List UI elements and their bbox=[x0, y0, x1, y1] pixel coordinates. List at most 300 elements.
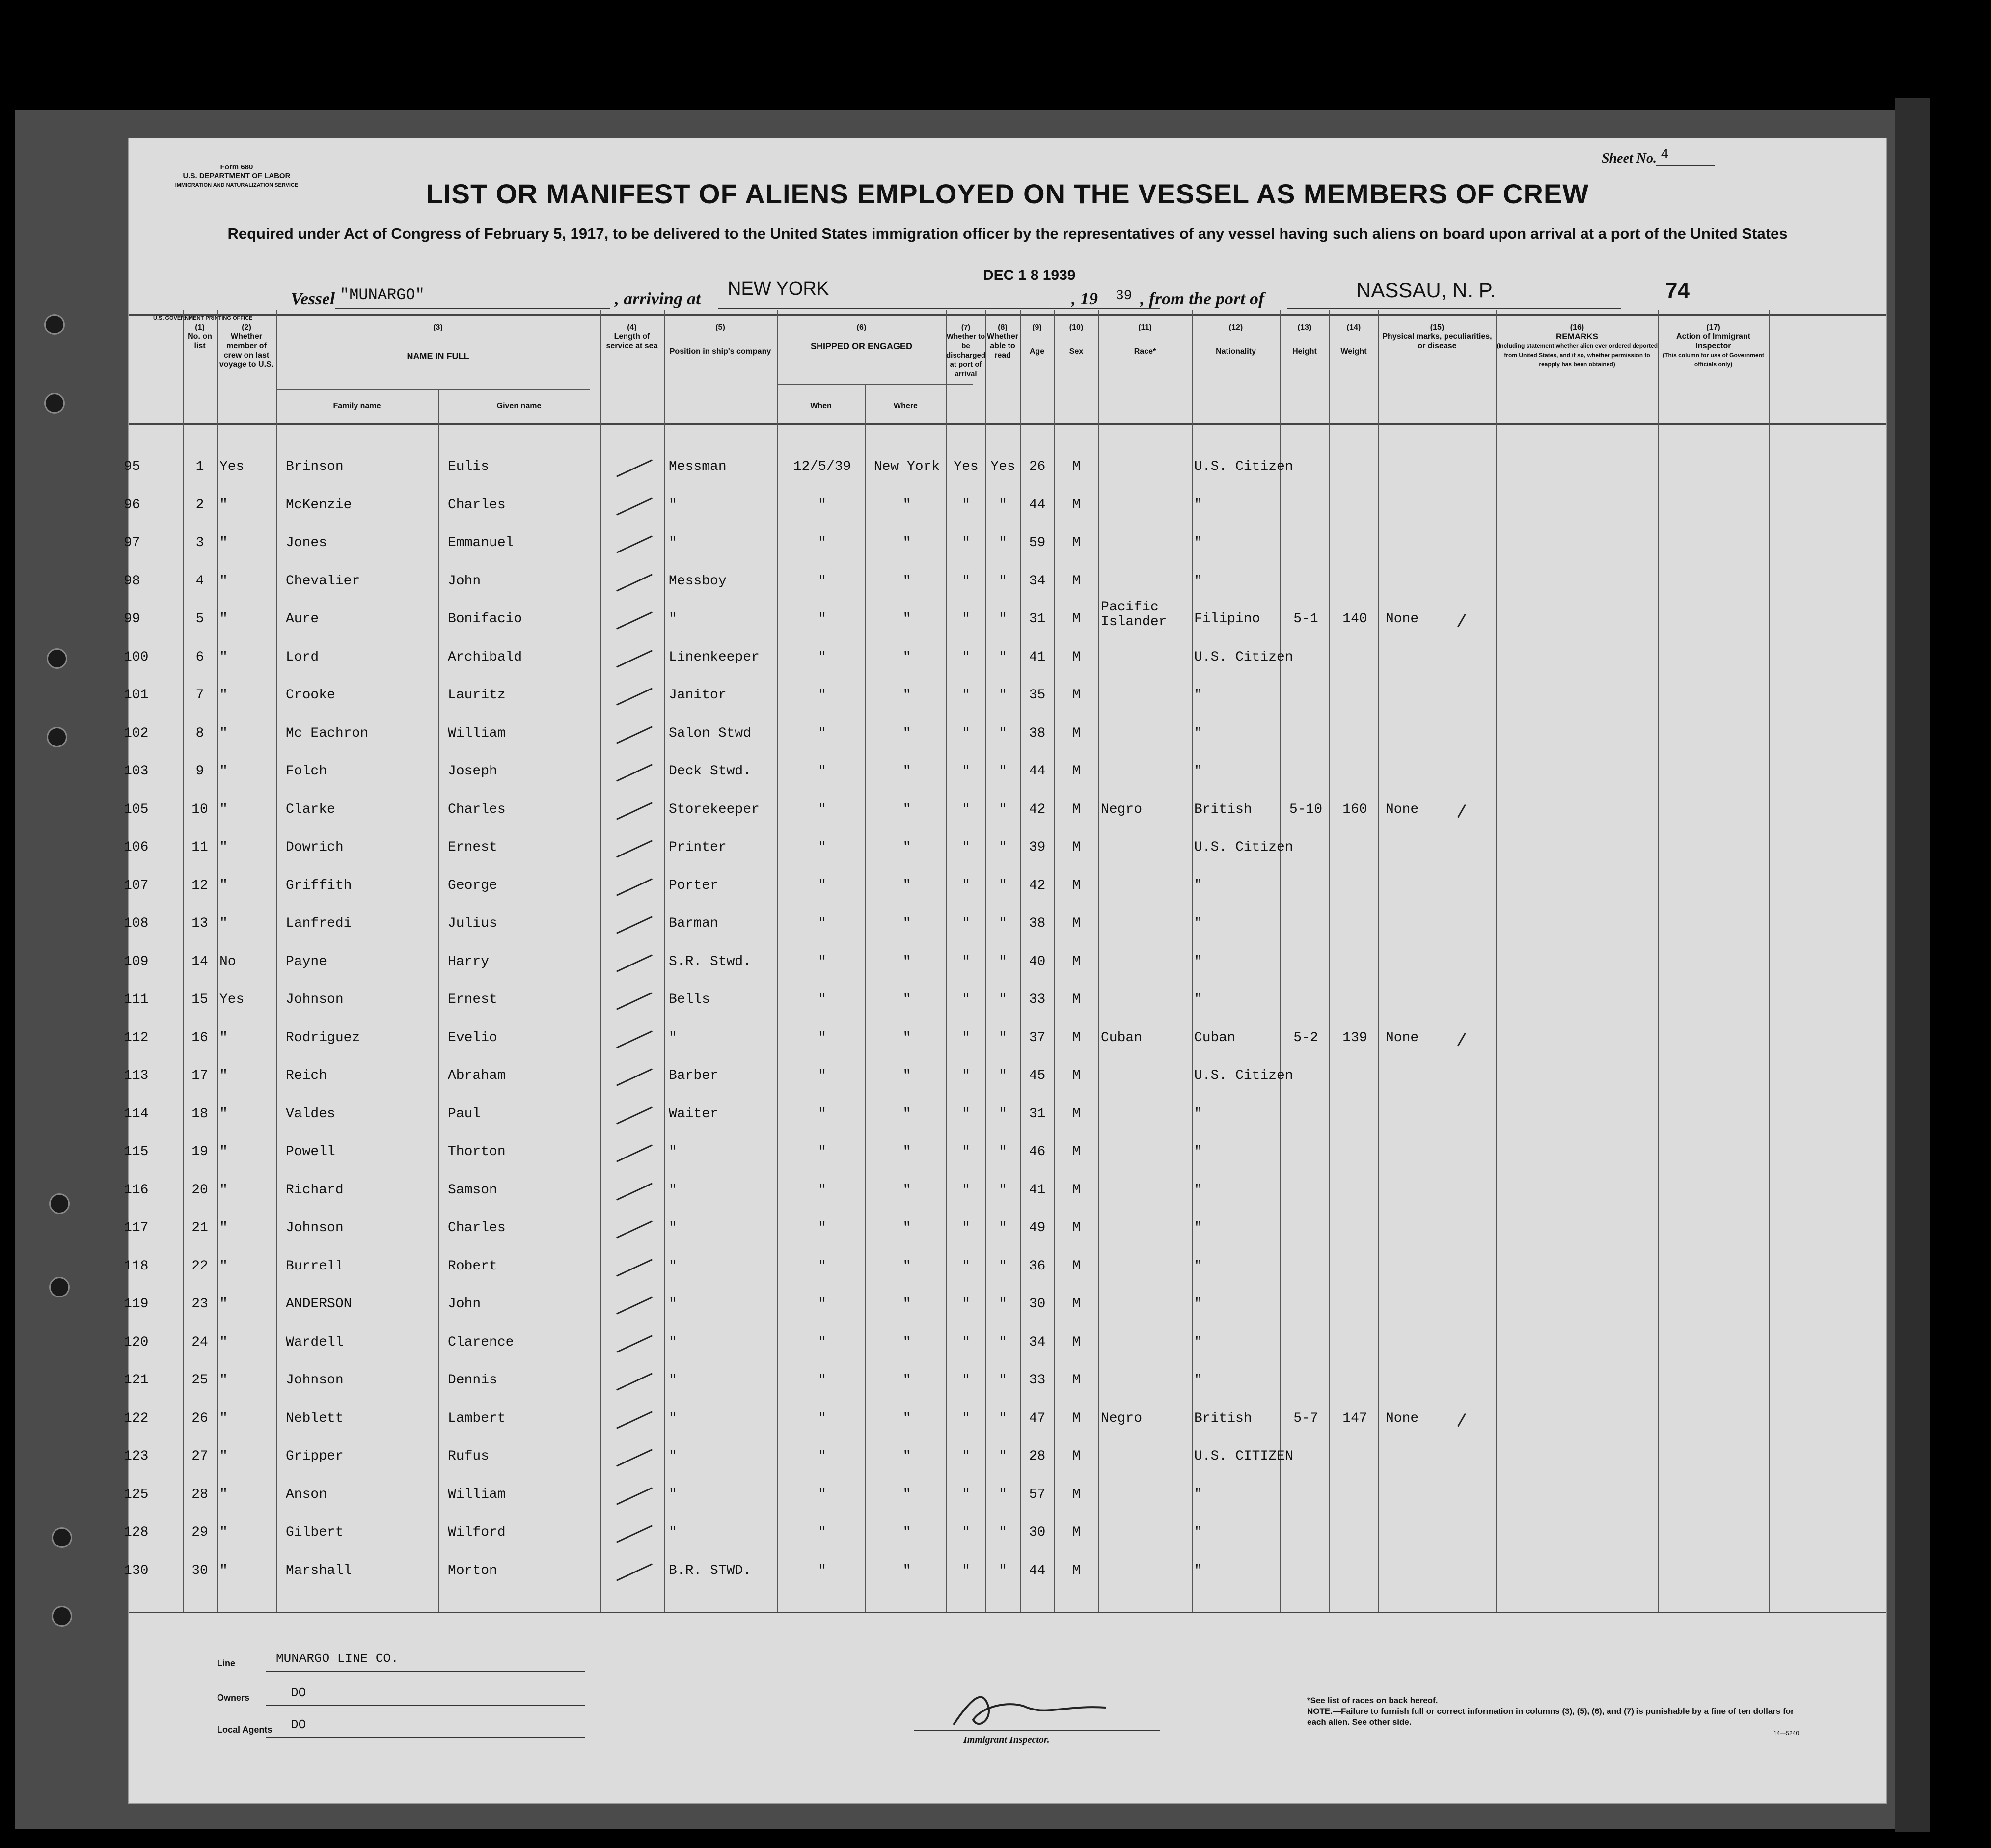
row-list-number: 1 bbox=[195, 459, 204, 474]
row-shipped-when: " bbox=[818, 992, 826, 1007]
row-position: S.R. Stwd. bbox=[669, 954, 752, 969]
row-shipped-when: " bbox=[818, 916, 826, 931]
row-family-name: Johnson bbox=[286, 1220, 344, 1236]
row-given-name: Joseph bbox=[448, 764, 497, 779]
row-list-number: 30 bbox=[191, 1563, 208, 1578]
page-stamp-number: 74 bbox=[1665, 278, 1690, 303]
row-serial-number: 114 bbox=[124, 1106, 149, 1122]
row-age: 34 bbox=[1029, 1334, 1046, 1350]
row-height: 5-2 bbox=[1293, 1030, 1318, 1046]
row-sex: M bbox=[1072, 801, 1081, 817]
row-shipped-when: " bbox=[818, 649, 826, 665]
local-agents-label: Local Agents bbox=[217, 1725, 273, 1735]
col-line bbox=[1658, 310, 1659, 1612]
row-shipped-where: " bbox=[902, 1258, 911, 1274]
row-shipped-when: " bbox=[818, 1296, 826, 1312]
row-list-number: 27 bbox=[191, 1449, 208, 1464]
row-nationality: " bbox=[1194, 1220, 1202, 1236]
col-header-17: (17) Action of Immigrant Inspector (This column for use of Government officials only) bbox=[1663, 323, 1764, 368]
col-header-5: (5) Position in ship's company bbox=[669, 323, 771, 356]
row-race: Pacific Islander bbox=[1101, 600, 1167, 630]
row-position: Janitor bbox=[669, 688, 727, 703]
row-serial-number: 99 bbox=[124, 611, 140, 627]
row-list-number: 19 bbox=[191, 1144, 208, 1159]
row-able-to-read: " bbox=[999, 992, 1007, 1007]
row-list-number: 24 bbox=[191, 1334, 208, 1350]
local-agents-value: DO bbox=[291, 1717, 306, 1732]
row-position: Salon Stwd bbox=[669, 725, 752, 741]
row-shipped-when: " bbox=[818, 1373, 826, 1388]
row-shipped-when: " bbox=[818, 497, 826, 513]
service-tick-mark bbox=[616, 1335, 653, 1353]
row-nationality: " bbox=[1194, 764, 1202, 779]
col-header-when: When bbox=[810, 402, 832, 410]
printing-office-note: U.S. GOVERNMENT PRINTING OFFICE bbox=[153, 315, 253, 321]
row-family-name: Neblett bbox=[286, 1410, 344, 1426]
row-able-to-read: " bbox=[999, 1373, 1007, 1388]
row-given-name: Dennis bbox=[448, 1373, 497, 1388]
service-tick-mark bbox=[616, 878, 653, 896]
row-given-name: Emmanuel bbox=[448, 535, 514, 551]
row-position: Messboy bbox=[669, 573, 727, 589]
row-family-name: Gilbert bbox=[286, 1525, 344, 1540]
row-list-number: 26 bbox=[191, 1410, 208, 1426]
row-shipped-when: " bbox=[818, 1182, 826, 1198]
row-shipped-when: " bbox=[818, 801, 826, 817]
row-last-voyage: " bbox=[219, 688, 228, 703]
row-serial-number: 118 bbox=[124, 1258, 149, 1274]
row-able-to-read: Yes bbox=[990, 459, 1015, 474]
row-sex: M bbox=[1072, 535, 1081, 551]
mounting-board-edge bbox=[1895, 98, 1930, 1832]
row-shipped-where: " bbox=[902, 497, 911, 513]
col-line bbox=[985, 310, 986, 1612]
row-shipped-where: " bbox=[902, 992, 911, 1007]
row-nationality: British bbox=[1194, 801, 1252, 817]
row-discharged: " bbox=[962, 1068, 970, 1083]
row-family-name: Mc Eachron bbox=[286, 725, 369, 741]
row-weight: 147 bbox=[1342, 1410, 1367, 1426]
row-weight: 139 bbox=[1342, 1030, 1367, 1046]
row-last-voyage: " bbox=[219, 1487, 228, 1502]
col-line bbox=[1054, 310, 1055, 1612]
service-tick-mark bbox=[616, 574, 653, 592]
row-given-name: Morton bbox=[448, 1563, 497, 1578]
row-family-name: Payne bbox=[286, 954, 327, 969]
row-shipped-where: " bbox=[902, 1487, 911, 1502]
table-bottom-rule bbox=[129, 1612, 1886, 1613]
row-nationality: " bbox=[1194, 497, 1202, 513]
row-able-to-read: " bbox=[999, 1030, 1007, 1046]
row-nationality: " bbox=[1194, 1144, 1202, 1159]
row-sex: M bbox=[1072, 1334, 1081, 1350]
row-able-to-read: " bbox=[999, 535, 1007, 551]
row-position: " bbox=[669, 1182, 677, 1198]
row-shipped-where: " bbox=[902, 1106, 911, 1122]
row-family-name: Clarke bbox=[286, 801, 335, 817]
row-last-voyage: Yes bbox=[219, 459, 245, 474]
row-given-name: Ernest bbox=[448, 840, 497, 855]
col-header-4: (4) Length of service at sea bbox=[606, 323, 658, 350]
row-family-name: Brinson bbox=[286, 459, 344, 474]
row-nationality: " bbox=[1194, 992, 1202, 1007]
row-nationality: U.S. Citizen bbox=[1194, 649, 1293, 665]
row-discharged: " bbox=[962, 878, 970, 893]
row-sex: M bbox=[1072, 1106, 1081, 1122]
row-sex: M bbox=[1072, 1410, 1081, 1426]
row-serial-number: 112 bbox=[124, 1030, 149, 1046]
row-sex: M bbox=[1072, 649, 1081, 665]
row-able-to-read: " bbox=[999, 1144, 1007, 1159]
from-port-label: , from the port of bbox=[1140, 289, 1265, 308]
row-shipped-when: " bbox=[818, 573, 826, 589]
row-shipped-when: " bbox=[818, 1106, 826, 1122]
col-line bbox=[1769, 310, 1770, 1612]
row-nationality: " bbox=[1194, 688, 1202, 703]
shipped-engaged-rule bbox=[777, 384, 973, 385]
row-family-name: Richard bbox=[286, 1182, 344, 1198]
row-height: 5-7 bbox=[1293, 1410, 1318, 1426]
row-family-name: ANDERSON bbox=[286, 1296, 352, 1312]
row-height: 5-1 bbox=[1293, 611, 1318, 627]
row-race: Cuban bbox=[1101, 1030, 1143, 1046]
row-given-name: Robert bbox=[448, 1258, 497, 1274]
row-list-number: 4 bbox=[195, 573, 204, 589]
col-header-7: (7) Whether to be discharged at port of arrival bbox=[946, 323, 986, 378]
row-discharged: " bbox=[962, 1106, 970, 1122]
row-list-number: 17 bbox=[191, 1068, 208, 1083]
punch-hole bbox=[52, 1527, 72, 1548]
row-shipped-where: " bbox=[902, 1144, 911, 1159]
row-sex: M bbox=[1072, 764, 1081, 779]
row-discharged: " bbox=[962, 1258, 970, 1274]
row-shipped-where: " bbox=[902, 1030, 911, 1046]
row-shipped-where: New York bbox=[873, 459, 940, 474]
row-discharged: " bbox=[962, 992, 970, 1007]
row-nationality: U.S. Citizen bbox=[1194, 459, 1293, 474]
row-nationality: " bbox=[1194, 1296, 1202, 1312]
row-sex: M bbox=[1072, 1182, 1081, 1198]
row-last-voyage: " bbox=[219, 878, 228, 893]
row-shipped-where: " bbox=[902, 725, 911, 741]
row-able-to-read: " bbox=[999, 954, 1007, 969]
row-position: " bbox=[669, 1525, 677, 1540]
row-shipped-where: " bbox=[902, 1563, 911, 1578]
row-discharged: " bbox=[962, 1182, 970, 1198]
row-discharged: " bbox=[962, 1373, 970, 1388]
row-shipped-when: " bbox=[818, 1525, 826, 1540]
row-position: B.R. STWD. bbox=[669, 1563, 752, 1578]
row-list-number: 29 bbox=[191, 1525, 208, 1540]
row-discharged: " bbox=[962, 1144, 970, 1159]
row-sex: M bbox=[1072, 1296, 1081, 1312]
row-serial-number: 130 bbox=[124, 1563, 149, 1578]
row-position: Deck Stwd. bbox=[669, 764, 752, 779]
row-able-to-read: " bbox=[999, 1296, 1007, 1312]
row-age: 34 bbox=[1029, 573, 1046, 589]
col-header-given-name: Given name bbox=[496, 402, 542, 410]
row-age: 26 bbox=[1029, 459, 1046, 474]
row-nationality: " bbox=[1194, 1106, 1202, 1122]
row-age: 42 bbox=[1029, 801, 1046, 817]
row-serial-number: 115 bbox=[124, 1144, 149, 1159]
row-discharged: " bbox=[962, 1525, 970, 1540]
row-given-name: Charles bbox=[448, 801, 506, 817]
row-nationality: U.S. CITIZEN bbox=[1194, 1449, 1293, 1464]
row-position: " bbox=[669, 1373, 677, 1388]
col-line bbox=[1496, 310, 1497, 1612]
col-header-2: (2) Whether member of crew on last voyage to U.S. bbox=[219, 323, 274, 369]
row-serial-number: 97 bbox=[124, 535, 140, 551]
row-sex: M bbox=[1072, 725, 1081, 741]
row-given-name: Samson bbox=[448, 1182, 497, 1198]
col-header-10: (10) Sex bbox=[1069, 323, 1084, 356]
col-header-16: (16) REMARKS (Including statement whether alien ever ordered deported from United States, and if so, whether permission to reapply has been obtained) bbox=[1496, 323, 1658, 368]
row-able-to-read: " bbox=[999, 1525, 1007, 1540]
row-last-voyage: " bbox=[219, 764, 228, 779]
row-last-voyage: " bbox=[219, 1106, 228, 1122]
row-list-number: 2 bbox=[195, 497, 204, 513]
row-given-name: Archibald bbox=[448, 649, 522, 665]
row-family-name: Lanfredi bbox=[286, 916, 352, 931]
row-given-name: William bbox=[448, 725, 506, 741]
row-given-name: Charles bbox=[448, 497, 506, 513]
col-line bbox=[865, 384, 866, 1612]
col-header-12: (12) Nationality bbox=[1216, 323, 1256, 356]
row-last-voyage: " bbox=[219, 1030, 228, 1046]
form-number: Form 680 bbox=[220, 163, 253, 171]
service-tick-mark bbox=[616, 954, 653, 972]
row-position: " bbox=[669, 1334, 677, 1350]
row-serial-number: 111 bbox=[124, 992, 149, 1007]
row-family-name: Valdes bbox=[286, 1106, 335, 1122]
row-last-voyage: " bbox=[219, 840, 228, 855]
row-shipped-when: " bbox=[818, 1487, 826, 1502]
row-sex: M bbox=[1072, 992, 1081, 1007]
footnote-races: *See list of races on back hereof. bbox=[1307, 1696, 1438, 1705]
row-able-to-read: " bbox=[999, 1410, 1007, 1426]
row-nationality: " bbox=[1194, 1373, 1202, 1388]
service-tick-mark bbox=[616, 840, 653, 858]
row-shipped-where: " bbox=[902, 954, 911, 969]
row-given-name: Abraham bbox=[448, 1068, 506, 1083]
row-sex: M bbox=[1072, 1068, 1081, 1083]
row-nationality: " bbox=[1194, 1487, 1202, 1502]
col-header-where: Where bbox=[894, 402, 918, 410]
row-shipped-where: " bbox=[902, 611, 911, 627]
row-last-voyage: " bbox=[219, 1373, 228, 1388]
row-able-to-read: " bbox=[999, 764, 1007, 779]
row-list-number: 3 bbox=[195, 535, 204, 551]
row-position: Bells bbox=[669, 992, 710, 1007]
service-tick-mark bbox=[616, 497, 653, 516]
row-nationality: U.S. Citizen bbox=[1194, 1068, 1293, 1083]
row-shipped-where: " bbox=[902, 649, 911, 665]
col-line bbox=[217, 310, 218, 1612]
row-discharged: " bbox=[962, 954, 970, 969]
row-given-name: John bbox=[448, 1296, 481, 1312]
row-last-voyage: " bbox=[219, 1296, 228, 1312]
row-given-name: John bbox=[448, 573, 481, 589]
row-physical-marks: None bbox=[1386, 1410, 1419, 1426]
punch-hole bbox=[47, 727, 67, 747]
row-age: 33 bbox=[1029, 992, 1046, 1007]
row-shipped-where: " bbox=[902, 878, 911, 893]
row-able-to-read: " bbox=[999, 878, 1007, 893]
service-tick-mark bbox=[616, 688, 653, 706]
row-serial-number: 100 bbox=[124, 649, 149, 665]
row-shipped-where: " bbox=[902, 1334, 911, 1350]
row-shipped-where: " bbox=[902, 916, 911, 931]
departure-port: NASSAU, N. P. bbox=[1356, 278, 1496, 302]
col-header-family-name: Family name bbox=[333, 402, 381, 410]
service-tick-mark bbox=[616, 1144, 653, 1162]
row-list-number: 9 bbox=[195, 764, 204, 779]
row-nationality: British bbox=[1194, 1410, 1252, 1426]
row-age: 57 bbox=[1029, 1487, 1046, 1502]
row-serial-number: 128 bbox=[124, 1525, 149, 1540]
row-age: 33 bbox=[1029, 1373, 1046, 1388]
owners-label: Owners bbox=[217, 1693, 250, 1703]
row-serial-number: 108 bbox=[124, 916, 149, 931]
row-age: 40 bbox=[1029, 954, 1046, 969]
row-position: " bbox=[669, 611, 677, 627]
row-last-voyage: " bbox=[219, 1182, 228, 1198]
row-given-name: Harry bbox=[448, 954, 490, 969]
row-sex: M bbox=[1072, 1563, 1081, 1578]
row-sex: M bbox=[1072, 878, 1081, 893]
row-able-to-read: " bbox=[999, 1487, 1007, 1502]
row-given-name: Wilford bbox=[448, 1525, 506, 1540]
col-line bbox=[1020, 310, 1021, 1612]
row-shipped-where: " bbox=[902, 1182, 911, 1198]
row-nationality: " bbox=[1194, 916, 1202, 931]
row-given-name: Paul bbox=[448, 1106, 481, 1122]
service-tick-mark bbox=[616, 916, 653, 934]
row-shipped-when: " bbox=[818, 1334, 826, 1350]
row-given-name: George bbox=[448, 878, 497, 893]
line-label: Line bbox=[217, 1658, 236, 1668]
row-nationality: " bbox=[1194, 1525, 1202, 1540]
row-sex: M bbox=[1072, 1030, 1081, 1046]
service-tick-mark bbox=[616, 1030, 653, 1048]
row-shipped-when: " bbox=[818, 1563, 826, 1578]
row-last-voyage: " bbox=[219, 1334, 228, 1350]
punch-hole bbox=[44, 314, 65, 335]
service-tick-mark bbox=[616, 802, 653, 820]
service-tick-mark bbox=[616, 992, 653, 1010]
manifest-subtitle: Required under Act of Congress of February 5, 1917, to be delivered to the United States immigration officer by the representatives of any vessel having such aliens on board upon arrival at a port of the United States bbox=[227, 225, 1788, 242]
row-position: " bbox=[669, 1410, 677, 1426]
row-age: 41 bbox=[1029, 649, 1046, 665]
col-line bbox=[600, 310, 601, 1612]
row-position: " bbox=[669, 1030, 677, 1046]
row-physical-marks: None bbox=[1386, 611, 1419, 627]
row-discharged: " bbox=[962, 725, 970, 741]
service-tick-mark bbox=[616, 1411, 653, 1429]
row-shipped-where: " bbox=[902, 688, 911, 703]
row-discharged: " bbox=[962, 1030, 970, 1046]
row-nationality: " bbox=[1194, 1258, 1202, 1274]
row-age: 59 bbox=[1029, 535, 1046, 551]
punch-hole bbox=[52, 1606, 72, 1627]
local-agents-rule bbox=[266, 1737, 585, 1738]
year-label: , 19 bbox=[1071, 289, 1098, 308]
col-header-11: (11) Race* bbox=[1134, 323, 1156, 356]
service-tick-mark bbox=[616, 611, 653, 630]
row-serial-number: 117 bbox=[124, 1220, 149, 1236]
row-last-voyage: " bbox=[219, 611, 228, 627]
department: U.S. DEPARTMENT OF LABOR bbox=[183, 172, 291, 180]
col-header-15: (15) Physical marks, peculiarities, or disease bbox=[1382, 323, 1492, 350]
row-position: Barber bbox=[669, 1068, 718, 1083]
row-sex: M bbox=[1072, 497, 1081, 513]
row-able-to-read: " bbox=[999, 573, 1007, 589]
service-tick-mark bbox=[616, 1106, 653, 1125]
row-discharged: " bbox=[962, 535, 970, 551]
row-list-number: 12 bbox=[191, 878, 208, 893]
row-family-name: Folch bbox=[286, 764, 327, 779]
row-nationality: " bbox=[1194, 1182, 1202, 1198]
row-list-number: 15 bbox=[191, 992, 208, 1007]
row-discharged: " bbox=[962, 1449, 970, 1464]
row-list-number: 13 bbox=[191, 916, 208, 931]
row-able-to-read: " bbox=[999, 497, 1007, 513]
row-family-name: Anson bbox=[286, 1487, 327, 1502]
row-family-name: Aure bbox=[286, 611, 319, 627]
row-shipped-when: " bbox=[818, 535, 826, 551]
row-serial-number: 95 bbox=[124, 459, 140, 474]
footnote bbox=[1307, 1695, 1798, 1728]
row-nationality: U.S. Citizen bbox=[1194, 840, 1293, 855]
row-position: Barman bbox=[669, 916, 718, 931]
service-tick-mark bbox=[616, 1183, 653, 1201]
row-last-voyage: " bbox=[219, 497, 228, 513]
row-age: 30 bbox=[1029, 1296, 1046, 1312]
row-able-to-read: " bbox=[999, 1334, 1007, 1350]
service-tick-mark bbox=[616, 1296, 653, 1315]
sheet-number-line bbox=[1656, 165, 1715, 166]
row-nationality: " bbox=[1194, 1334, 1202, 1350]
row-able-to-read: " bbox=[999, 688, 1007, 703]
row-age: 39 bbox=[1029, 840, 1046, 855]
row-serial-number: 107 bbox=[124, 878, 149, 893]
row-discharged: " bbox=[962, 1220, 970, 1236]
row-nationality: " bbox=[1194, 878, 1202, 893]
row-shipped-where: " bbox=[902, 1525, 911, 1540]
row-shipped-when: " bbox=[818, 1258, 826, 1274]
row-able-to-read: " bbox=[999, 916, 1007, 931]
row-age: 30 bbox=[1029, 1525, 1046, 1540]
punch-hole bbox=[49, 1277, 70, 1297]
service-tick-mark bbox=[616, 1449, 653, 1467]
col-line bbox=[777, 310, 778, 1612]
row-sex: M bbox=[1072, 1144, 1081, 1159]
row-last-voyage: " bbox=[219, 1220, 228, 1236]
row-list-number: 8 bbox=[195, 725, 204, 741]
row-family-name: Chevalier bbox=[286, 573, 360, 589]
row-sex: M bbox=[1072, 1258, 1081, 1274]
row-discharged: Yes bbox=[954, 459, 979, 474]
row-shipped-where: " bbox=[902, 840, 911, 855]
row-age: 38 bbox=[1029, 725, 1046, 741]
row-discharged: " bbox=[962, 1563, 970, 1578]
vessel-line bbox=[335, 308, 610, 309]
sheet-number-value: 4 bbox=[1661, 147, 1669, 163]
row-able-to-read: " bbox=[999, 1068, 1007, 1083]
departure-port-line bbox=[1287, 308, 1621, 309]
row-shipped-when: " bbox=[818, 878, 826, 893]
